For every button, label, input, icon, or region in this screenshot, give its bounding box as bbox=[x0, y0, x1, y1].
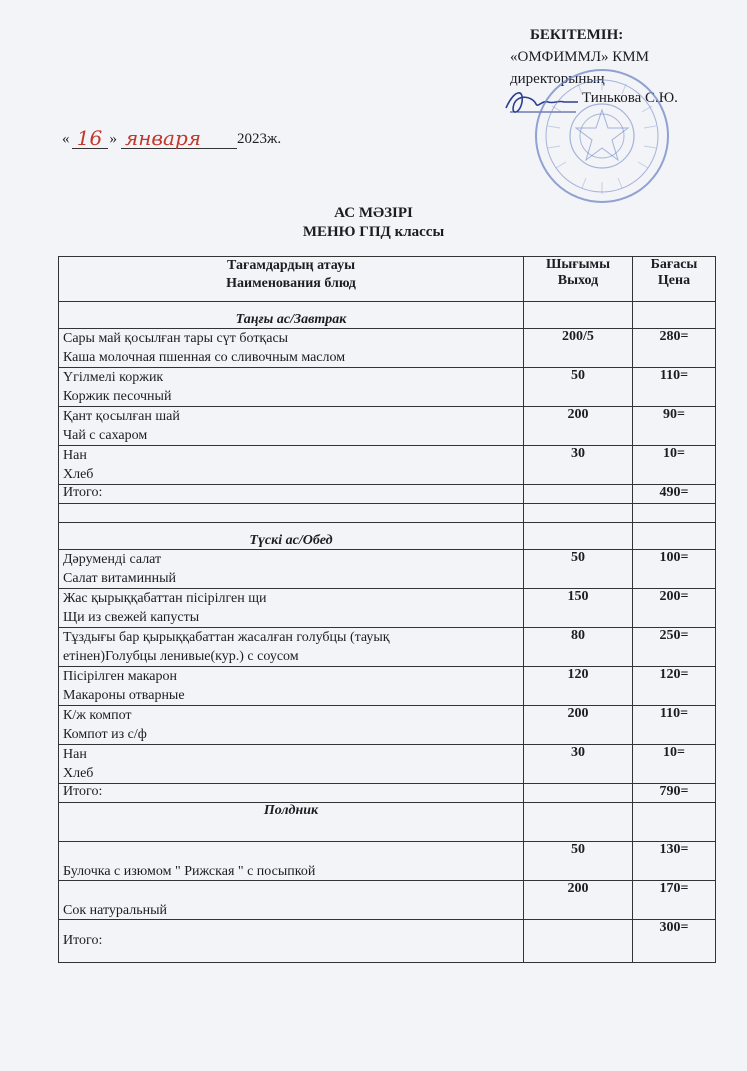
dish-price: 120= bbox=[633, 667, 716, 706]
section-lunch bbox=[59, 523, 716, 550]
total-label: Итого: bbox=[59, 784, 524, 803]
dish-name-kz: Пісірілген макарон bbox=[63, 669, 178, 684]
approval-org: «ОМФИММЛ» КММ bbox=[510, 49, 649, 65]
table-header-row bbox=[59, 257, 716, 302]
table-row bbox=[59, 881, 716, 920]
dish-yield: 30 bbox=[524, 745, 633, 784]
dish-name-ru: Компот из с/ф bbox=[63, 727, 147, 742]
dish-yield: 50 bbox=[524, 550, 633, 589]
dish-yield: 200/5 bbox=[524, 329, 633, 368]
official-seal-icon bbox=[532, 66, 672, 206]
total-value: 790= bbox=[633, 784, 716, 803]
page-title bbox=[0, 204, 747, 242]
dish-price: 110= bbox=[633, 368, 716, 407]
dish-name-kz: Дәруменді салат bbox=[63, 552, 162, 567]
header-name bbox=[59, 257, 524, 302]
header-yield bbox=[524, 257, 633, 302]
table-row bbox=[59, 368, 716, 407]
menu-table bbox=[58, 256, 716, 963]
dish-name-ru: етінен)Голубцы ленивые(кур.) с соусом bbox=[63, 649, 299, 664]
header-name-ru: Наименования блюд bbox=[226, 276, 356, 291]
dish-price: 10= bbox=[633, 446, 716, 485]
date-month: января bbox=[121, 128, 237, 149]
dish-name-kz: Нан bbox=[63, 747, 87, 762]
dish-name-ru: Хлеб bbox=[63, 467, 94, 482]
total-row bbox=[59, 920, 716, 963]
table-row bbox=[59, 550, 716, 589]
dish-name: Сок натуральный bbox=[59, 881, 524, 920]
dish-price: 170= bbox=[633, 881, 716, 920]
total-row bbox=[59, 784, 716, 803]
header-price-kz: Бағасы bbox=[650, 257, 698, 272]
total-value: 490= bbox=[633, 485, 716, 504]
approval-position: директорының bbox=[510, 71, 605, 87]
dish-name-ru: Салат витаминный bbox=[63, 571, 176, 586]
dish-price: 90= bbox=[633, 407, 716, 446]
total-row bbox=[59, 485, 716, 504]
section-title: Таңғы ас/Завтрак bbox=[59, 302, 524, 329]
total-label: Итого: bbox=[59, 920, 524, 963]
dish-name-ru: Макароны отварные bbox=[63, 688, 185, 703]
table-row bbox=[59, 745, 716, 784]
title-kz: АС МӘЗІРІ bbox=[334, 205, 413, 221]
table-row bbox=[59, 628, 716, 667]
dish-yield: 150 bbox=[524, 589, 633, 628]
table-row bbox=[59, 589, 716, 628]
header-yield-kz: Шығымы bbox=[545, 257, 611, 272]
header-name-kz: Тағамдардың атауы bbox=[226, 258, 356, 273]
section-title: Түскі ас/Обед bbox=[59, 523, 524, 550]
date-close-quote: » bbox=[109, 131, 117, 147]
document-date bbox=[62, 128, 281, 149]
dish-price: 110= bbox=[633, 706, 716, 745]
table-row bbox=[59, 329, 716, 368]
total-value: 300= bbox=[633, 920, 716, 963]
section-snack bbox=[59, 803, 716, 842]
dish-yield: 30 bbox=[524, 446, 633, 485]
total-label: Итого: bbox=[59, 485, 524, 504]
dish-name-ru: Щи из свежей капусты bbox=[63, 610, 200, 625]
approval-signer: Тинькова С.Ю. bbox=[582, 90, 678, 106]
dish-yield: 50 bbox=[524, 842, 633, 881]
dish-name-ru: Коржик песочный bbox=[63, 389, 172, 404]
dish-name-kz: Қант қосылған шай bbox=[63, 409, 180, 424]
dish-price: 250= bbox=[633, 628, 716, 667]
dish-name-kz: Тұздығы бар қырыққабаттан жасалған голубцы (тауық bbox=[63, 630, 390, 645]
dish-yield: 80 bbox=[524, 628, 633, 667]
blank-row bbox=[59, 504, 716, 523]
header-price bbox=[633, 257, 716, 302]
dish-name-kz: Жас қырыққабаттан пісірілген щи bbox=[63, 591, 267, 606]
dish-price: 10= bbox=[633, 745, 716, 784]
table-row bbox=[59, 842, 716, 881]
approval-title: БЕКІТЕМІН: bbox=[530, 27, 624, 43]
dish-price: 200= bbox=[633, 589, 716, 628]
dish-name-ru: Чай с сахаром bbox=[63, 428, 148, 443]
header-yield-ru: Выход bbox=[557, 273, 599, 288]
table-row bbox=[59, 407, 716, 446]
dish-name-kz: Сары май қосылған тары сүт ботқасы bbox=[63, 331, 289, 346]
dish-name: Булочка с изюмом " Рижская " с посыпкой bbox=[59, 842, 524, 881]
dish-price: 100= bbox=[633, 550, 716, 589]
table-row bbox=[59, 446, 716, 485]
table-row bbox=[59, 667, 716, 706]
dish-yield: 200 bbox=[524, 407, 633, 446]
dish-name-ru: Хлеб bbox=[63, 766, 94, 781]
date-day: 16 bbox=[72, 128, 108, 149]
date-year: 2023ж. bbox=[237, 131, 282, 147]
dish-name-kz: Үгілмелі коржик bbox=[63, 370, 164, 385]
dish-yield: 200 bbox=[524, 881, 633, 920]
section-title: Полдник bbox=[59, 803, 524, 842]
dish-yield: 200 bbox=[524, 706, 633, 745]
table-row bbox=[59, 706, 716, 745]
date-open-quote: « bbox=[62, 131, 70, 147]
title-ru: МЕНЮ ГПД классы bbox=[302, 224, 445, 240]
dish-name-ru: Каша молочная пшенная со сливочным маслом bbox=[63, 350, 346, 365]
dish-price: 130= bbox=[633, 842, 716, 881]
dish-yield: 120 bbox=[524, 667, 633, 706]
dish-name-kz: Нан bbox=[63, 448, 87, 463]
header-price-ru: Цена bbox=[657, 273, 691, 288]
dish-yield: 50 bbox=[524, 368, 633, 407]
dish-price: 280= bbox=[633, 329, 716, 368]
section-breakfast bbox=[59, 302, 716, 329]
dish-name-kz: К/ж компот bbox=[63, 708, 132, 723]
